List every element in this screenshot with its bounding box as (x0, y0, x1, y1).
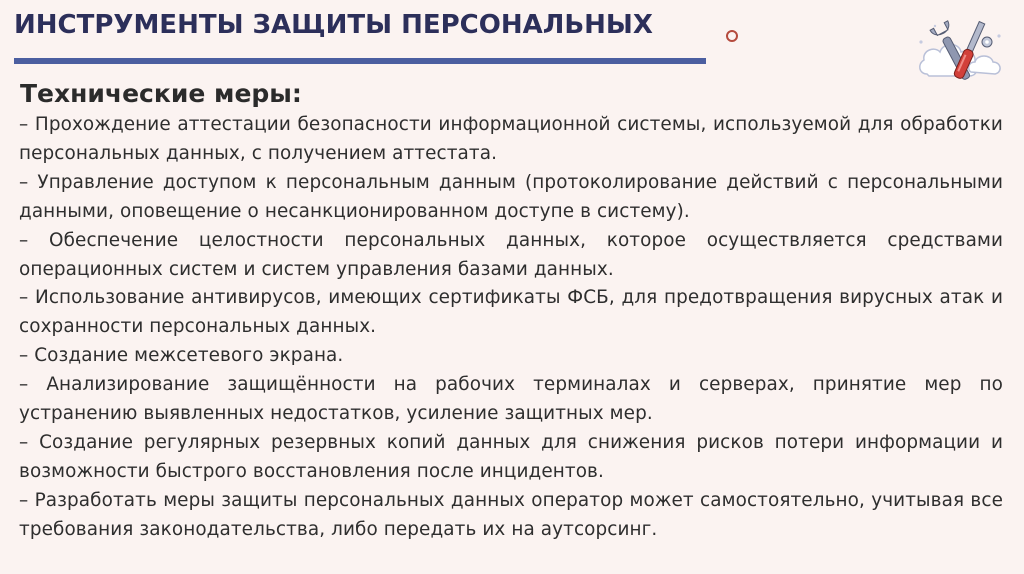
list-item: – Анализирование защищённости на рабочих терминалах и серверах, принятие мер по устранению выявленных недостатков, усиление защитных мер. (19, 374, 1003, 425)
list-item: – Создание межсетевого экрана. (19, 345, 344, 367)
list-item: – Разработать меры защиты персональных данных оператор может самостоятельно, учитывая все требования законодательства, либо передать их на аутсорсинг. (19, 489, 1003, 540)
section-heading: Технические меры: (20, 79, 302, 108)
list-item: – Создание регулярных резервных копий данных для снижения рисков потери информации и возможности быстрого восстановления после инцидентов. (19, 431, 1003, 482)
tools-icon (913, 12, 1007, 98)
list-item: – Прохождение аттестации безопасности информационной системы, используемой для обработки персональных данных, с получением аттестата. (19, 114, 1003, 164)
decorative-ring (726, 30, 738, 42)
list-item: – Использование антивирусов, имеющих сертификаты ФСБ, для предотвращения вирусных атак и сохранности персональных данных. (19, 287, 1003, 338)
measures-list (19, 111, 1003, 545)
title-underline (14, 58, 706, 64)
list-item: – Обеспечение целостности персональных данных, которое осуществляется средствами операционных систем и систем управления базами данных. (19, 229, 1003, 280)
list-item: – Управление доступом к персональным данным (протоколирование действий с персональными данными, оповещение о несанкционированном доступе в систему). (19, 171, 1003, 222)
slide-title: ИНСТРУМЕНТЫ ЗАЩИТЫ ПЕРСОНАЛЬНЫХ (14, 10, 653, 40)
